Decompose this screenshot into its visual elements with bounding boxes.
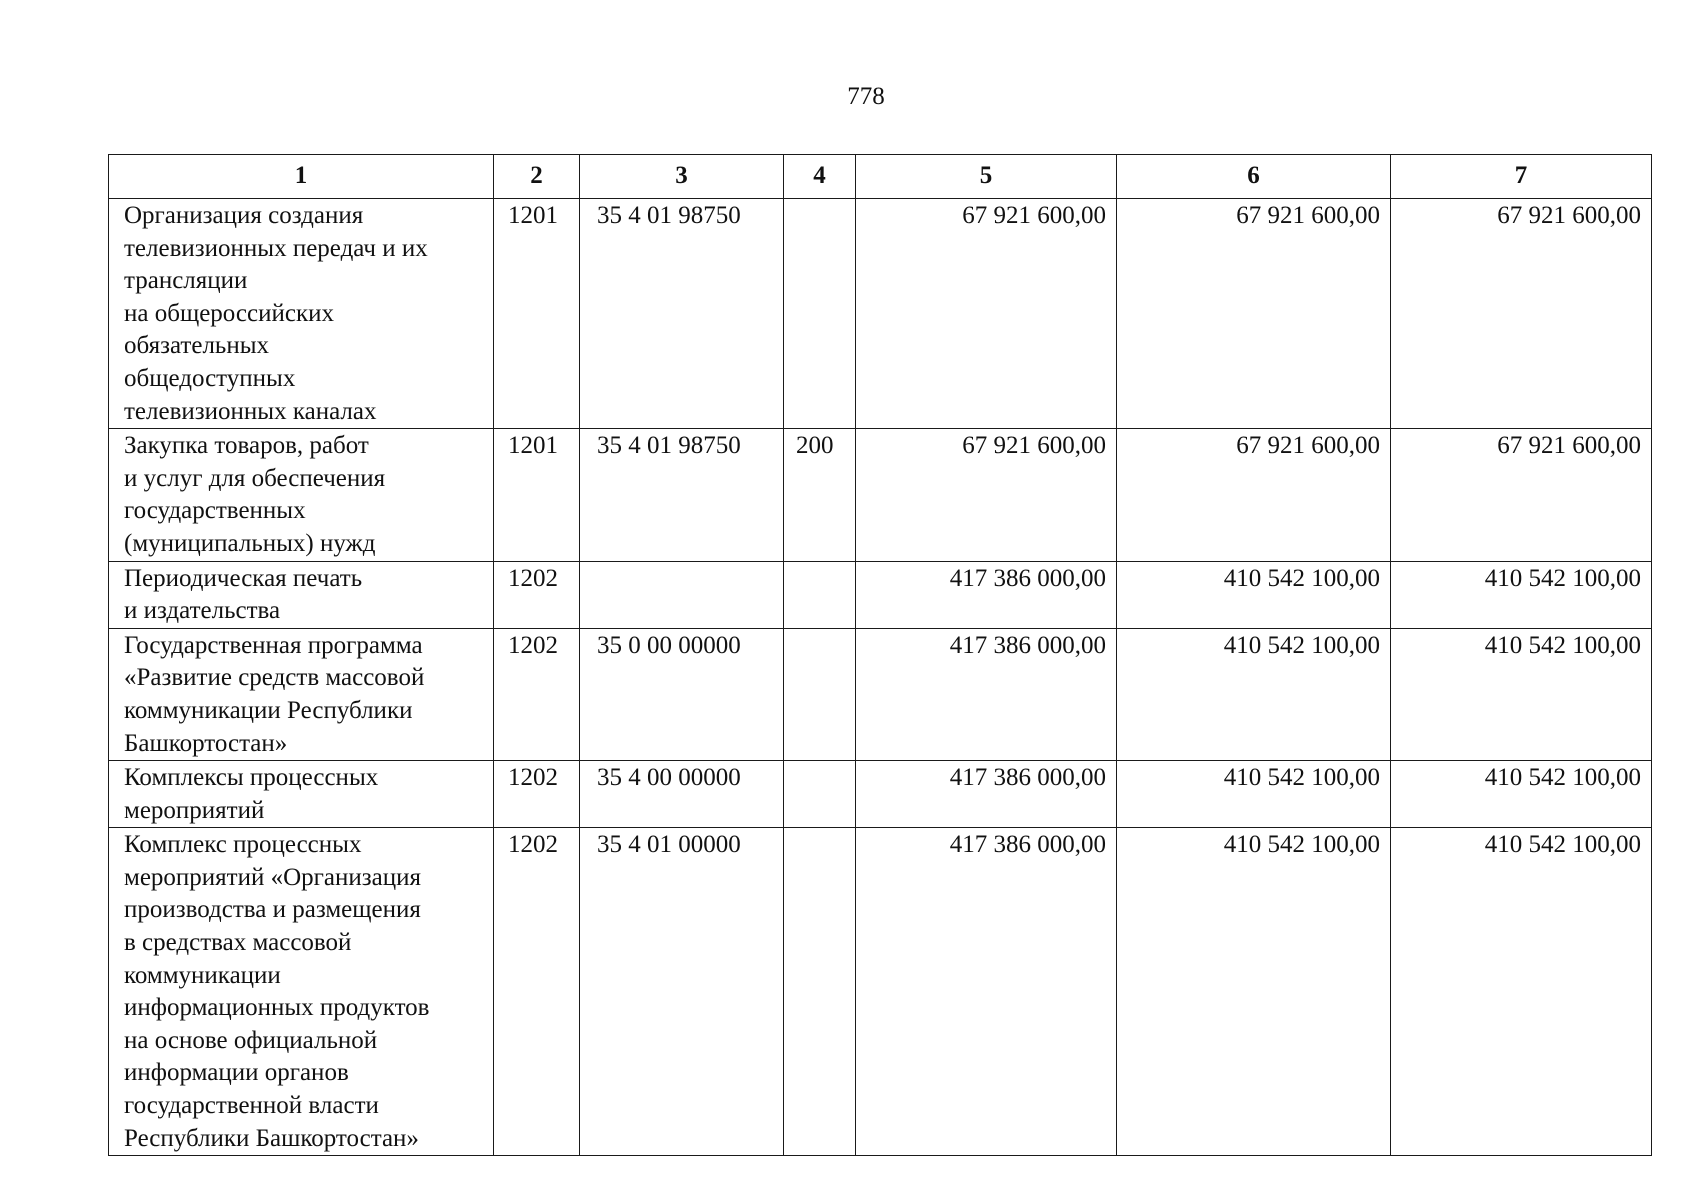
item-name-cell	[109, 828, 494, 1156]
item-name-line: мероприятий	[124, 796, 265, 824]
budget-table	[108, 154, 1652, 1156]
amount-col5-cell: 67 921 600,00	[856, 429, 1117, 561]
expense-type-cell	[784, 761, 856, 828]
item-name-cell	[109, 561, 494, 628]
item-name-line: в средствах массовой	[124, 929, 352, 957]
item-name-line: государственной власти	[124, 1092, 379, 1120]
item-name-line: Периодическая печать	[124, 564, 363, 592]
header-cell-2: 2	[494, 155, 580, 199]
target-code-cell: 35 0 00 00000	[580, 628, 784, 760]
amount-col6-cell: 410 542 100,00	[1117, 561, 1391, 628]
table-row	[109, 828, 1652, 1156]
section-code-cell: 1201	[494, 199, 580, 429]
item-name-line: Организация создания	[124, 202, 364, 229]
amount-col6-cell: 410 542 100,00	[1117, 761, 1391, 828]
amount-col6-cell: 410 542 100,00	[1117, 828, 1391, 1156]
expense-type-cell	[784, 561, 856, 628]
item-name-line: мероприятий «Организация	[124, 863, 421, 891]
item-name-line: Комплексы процессных	[124, 764, 379, 792]
item-name-line: «Развитие средств массовой	[124, 664, 425, 692]
amount-col6-cell: 410 542 100,00	[1117, 628, 1391, 760]
expense-type-cell	[784, 828, 856, 1156]
item-name-line: обязательных	[124, 332, 269, 360]
item-name-cell	[109, 761, 494, 828]
item-name-line: (муниципальных) нужд	[124, 529, 376, 557]
amount-col7-cell: 410 542 100,00	[1391, 628, 1652, 760]
amount-col7-cell: 410 542 100,00	[1391, 561, 1652, 628]
item-name-cell	[109, 429, 494, 561]
item-name-line: информации органов	[124, 1059, 349, 1087]
expense-type-cell	[784, 628, 856, 760]
page-number: 778	[847, 83, 885, 110]
header-cell-6: 6	[1117, 155, 1391, 199]
target-code-cell	[580, 561, 784, 628]
amount-col7-cell: 67 921 600,00	[1391, 429, 1652, 561]
target-code-cell: 35 4 01 98750	[580, 429, 784, 561]
item-name-line: общедоступных	[124, 364, 296, 392]
amount-col5-cell: 417 386 000,00	[856, 561, 1117, 628]
header-cell-5: 5	[856, 155, 1117, 199]
item-name-line: Башкортостан»	[124, 729, 288, 757]
amount-col6-cell: 67 921 600,00	[1117, 429, 1391, 561]
amount-col5-cell: 417 386 000,00	[856, 628, 1117, 760]
table-row	[109, 429, 1652, 561]
target-code-cell: 35 4 00 00000	[580, 761, 784, 828]
amount-col7-cell: 410 542 100,00	[1391, 828, 1652, 1156]
amount-col7-cell: 67 921 600,00	[1391, 199, 1652, 429]
item-name-line: и издательства	[124, 597, 281, 625]
item-name-line: и услуг для обеспечения	[124, 464, 386, 492]
item-name-line: Республики Башкортостан»	[124, 1124, 419, 1152]
header-cell-4: 4	[784, 155, 856, 199]
item-name-line: на основе официальной	[124, 1026, 378, 1054]
header-cell-3: 3	[580, 155, 784, 199]
table-row	[109, 561, 1652, 628]
item-name-line: коммуникации	[124, 961, 281, 989]
amount-col5-cell: 417 386 000,00	[856, 828, 1117, 1156]
table-row	[109, 199, 1652, 429]
amount-col5-cell: 417 386 000,00	[856, 761, 1117, 828]
item-name-line: телевизионных каналах	[124, 397, 377, 425]
item-name-cell	[109, 199, 494, 429]
amount-col5-cell: 67 921 600,00	[856, 199, 1117, 429]
item-name-line: трансляции	[124, 267, 248, 295]
expense-type-cell	[784, 199, 856, 429]
section-code-cell: 1201	[494, 429, 580, 561]
item-name-line: производства и размещения	[124, 896, 421, 924]
item-name-cell	[109, 628, 494, 760]
target-code-cell: 35 4 01 98750	[580, 199, 784, 429]
expense-type-cell: 200	[784, 429, 856, 561]
item-name-line: телевизионных передач и их	[124, 234, 428, 262]
amount-col6-cell: 67 921 600,00	[1117, 199, 1391, 429]
target-code-cell: 35 4 01 00000	[580, 828, 784, 1156]
section-code-cell: 1202	[494, 828, 580, 1156]
header-cell-1: 1	[109, 155, 494, 199]
header-row	[109, 155, 1652, 199]
section-code-cell: 1202	[494, 628, 580, 760]
section-code-cell: 1202	[494, 761, 580, 828]
amount-col7-cell: 410 542 100,00	[1391, 761, 1652, 828]
table-row	[109, 761, 1652, 828]
item-name-line: информационных продуктов	[124, 994, 430, 1022]
item-name-line: Закупка товаров, работ	[124, 432, 369, 460]
item-name-line: государственных	[124, 497, 306, 525]
section-code-cell: 1202	[494, 561, 580, 628]
item-name-line: Государственная программа	[124, 631, 423, 659]
item-name-line: Комплекс процессных	[124, 831, 362, 859]
header-cell-7: 7	[1391, 155, 1652, 199]
table-row	[109, 628, 1652, 760]
item-name-line: на общероссийских	[124, 299, 334, 327]
item-name-line: коммуникации Республики	[124, 696, 413, 724]
